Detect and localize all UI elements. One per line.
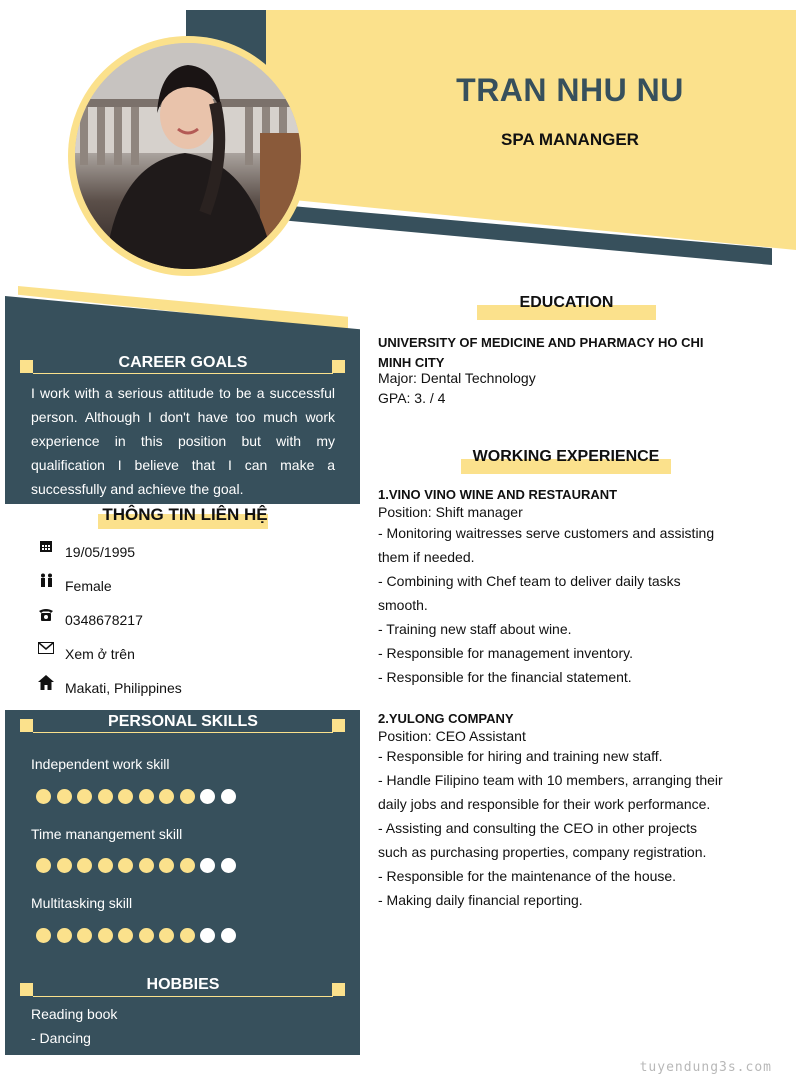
rating-dot-filled [159, 928, 174, 943]
title-marker-right [332, 360, 345, 373]
rating-dot-filled [57, 928, 72, 943]
rating-dot-filled [159, 789, 174, 804]
calendar-icon [38, 539, 54, 555]
job-duty-item: - Responsible for management inventory. [378, 645, 633, 661]
rating-dot-filled [98, 928, 113, 943]
mail-icon [38, 641, 54, 657]
skill-name: Multitasking skill [31, 895, 133, 911]
rating-dot-filled [77, 789, 92, 804]
skill-name: Independent work skill [31, 756, 170, 772]
rating-dot-empty [221, 928, 236, 943]
rating-dot-filled [118, 928, 133, 943]
people-icon [38, 573, 54, 589]
title-marker-right [332, 983, 345, 996]
rating-dot-empty [200, 928, 215, 943]
job-duty-item: - Handle Filipino team with 10 members, arranging their daily jobs and responsible for their work performance. [378, 772, 723, 812]
hobbies-title: HOBBIES [146, 976, 220, 993]
title-underline [33, 996, 333, 997]
rating-dot-filled [139, 928, 154, 943]
rating-dot-filled [180, 789, 195, 804]
watermark: tuyendung3s.com [639, 1060, 772, 1075]
title-marker-left [20, 360, 33, 373]
job-duty-item: - Assisting and consulting the CEO in other projects such as purchasing properties, company registration. [378, 820, 707, 860]
hobby-item: - Dancing [31, 1030, 91, 1046]
rating-dot-filled [98, 858, 113, 873]
job-duty-item: - Training new staff about wine. [378, 621, 572, 637]
title-marker-left [20, 983, 33, 996]
skill-rating [36, 928, 236, 943]
experience-title: WORKING EXPERIENCE [472, 448, 660, 465]
home-icon [38, 675, 54, 691]
rating-dot-filled [180, 928, 195, 943]
job-duty-item: - Monitoring waitresses serve customers and assisting them if needed. [378, 525, 715, 565]
job-duty-item: - Responsible for hiring and training new staff. [378, 748, 663, 764]
rating-dot-filled [77, 858, 92, 873]
hobby-item: Reading book [31, 1006, 118, 1022]
contact-title: THÔNG TIN LIÊN HỆ [102, 505, 268, 524]
career-text: I work with a serious attitude to be a successful person. Although I don't have too much work experience in this position but with my qualification I believe that I can make a successfully and achieve the goal. [31, 385, 335, 497]
skill-name: Time manangement skill [31, 826, 183, 842]
title-underline [33, 732, 333, 733]
contact-email: Xem ở trên [65, 646, 135, 662]
education-major: Major: Dental Technology [378, 370, 536, 386]
job-position: Position: Shift manager [378, 504, 523, 520]
job-duty-item: - Responsible for the maintenance of the house. [378, 868, 677, 884]
job-company: 2.YULONG COMPANY [378, 711, 514, 726]
job-duty-item: - Combining with Chef team to deliver daily tasks smooth. [378, 573, 681, 613]
rating-dot-filled [77, 928, 92, 943]
rating-dot-filled [57, 789, 72, 804]
person-name: TRAN NHU NU [456, 72, 684, 108]
rating-dot-filled [139, 789, 154, 804]
rating-dot-empty [221, 789, 236, 804]
job-duty-item: - Making daily financial reporting. [378, 892, 583, 908]
title-underline [33, 373, 333, 374]
education-title: EDUCATION [519, 294, 614, 311]
education-gpa: GPA: 3. / 4 [378, 390, 446, 406]
rating-dot-empty [200, 858, 215, 873]
rating-dot-filled [57, 858, 72, 873]
job-duty-item: - Responsible for the financial statement. [378, 669, 632, 685]
contact-gender: Female [65, 578, 112, 594]
skills-title: PERSONAL SKILLS [108, 713, 258, 730]
job-duties [378, 744, 728, 912]
phone-icon [38, 607, 54, 623]
avatar [75, 43, 301, 269]
rating-dot-filled [36, 858, 51, 873]
rating-dot-filled [159, 858, 174, 873]
person-role: SPA MANANGER [501, 130, 639, 149]
rating-dot-filled [139, 858, 154, 873]
contact-address: Makati, Philippines [65, 680, 182, 696]
career-title: CAREER GOALS [118, 354, 248, 371]
rating-dot-empty [200, 789, 215, 804]
title-marker-left [20, 719, 33, 732]
job-company: 1.VINO VINO WINE AND RESTAURANT [378, 487, 618, 502]
skill-rating [36, 858, 236, 873]
rating-dot-filled [118, 789, 133, 804]
rating-dot-filled [180, 858, 195, 873]
rating-dot-empty [221, 858, 236, 873]
rating-dot-filled [36, 789, 51, 804]
rating-dot-filled [118, 858, 133, 873]
skill-rating [36, 789, 236, 804]
title-marker-right [332, 719, 345, 732]
contact-phone: 0348678217 [65, 612, 143, 628]
contact-birthdate: 19/05/1995 [65, 544, 136, 560]
job-position: Position: CEO Assistant [378, 728, 526, 744]
job-duties [378, 521, 728, 689]
rating-dot-filled [36, 928, 51, 943]
rating-dot-filled [98, 789, 113, 804]
education-school: UNIVERSITY OF MEDICINE AND PHARMACY HO CHI MINH CITY [378, 335, 704, 370]
